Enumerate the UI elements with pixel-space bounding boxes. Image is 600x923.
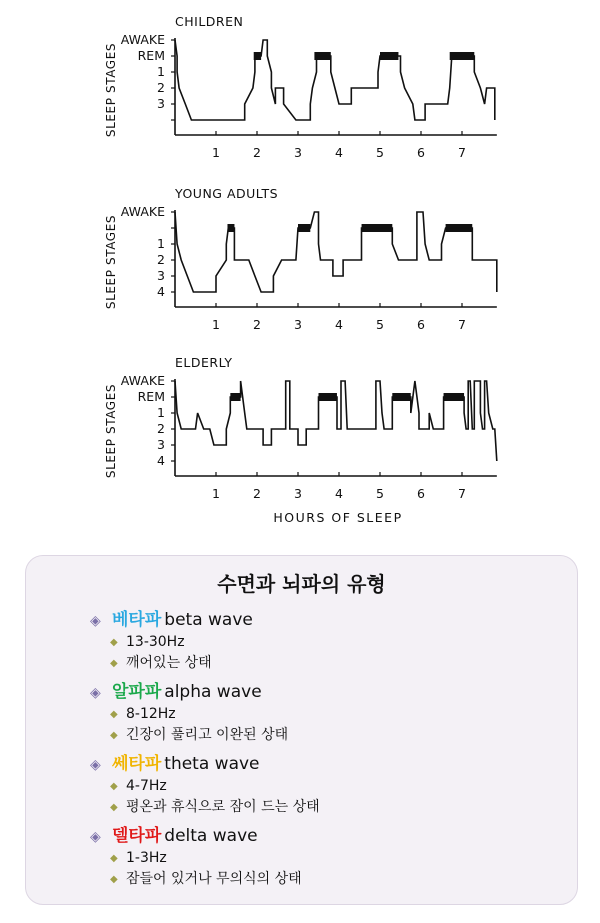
sleep-stage-trace xyxy=(175,40,495,120)
x-tick-label: 4 xyxy=(335,486,343,501)
x-tick-label: 6 xyxy=(417,145,425,160)
wave-name-en: delta wave xyxy=(164,826,258,846)
x-tick-label: 1 xyxy=(212,145,220,160)
wave-beta xyxy=(90,608,550,674)
y-tick-label: 3 xyxy=(157,437,165,452)
wave-name-en: theta wave xyxy=(164,754,260,774)
y-tick-label: 1 xyxy=(157,236,165,251)
x-tick-label: 3 xyxy=(294,486,302,501)
y-tick-label: 4 xyxy=(157,284,165,299)
diamond-bullet-icon: ◈ xyxy=(90,685,101,701)
y-tick-label: 3 xyxy=(157,96,165,111)
x-tick-label: 5 xyxy=(376,317,384,332)
y-tick-label: 4 xyxy=(157,453,165,468)
small-diamond-icon: ◆ xyxy=(110,709,118,720)
x-tick-label: 3 xyxy=(294,317,302,332)
x-tick-label: 5 xyxy=(376,145,384,160)
x-tick-label: 7 xyxy=(458,145,466,160)
y-axis-label: SLEEP STAGES xyxy=(104,383,118,479)
x-tick-label: 1 xyxy=(212,486,220,501)
diamond-bullet-icon: ◈ xyxy=(90,829,101,845)
small-diamond-icon: ◆ xyxy=(110,730,118,741)
small-diamond-icon: ◆ xyxy=(110,658,118,669)
y-tick-label: 1 xyxy=(157,405,165,420)
wave-name-en: alpha wave xyxy=(164,682,262,702)
wave-name-ko: 델타파 xyxy=(112,826,162,846)
y-tick-label: 2 xyxy=(157,252,165,267)
wave-frequency: ◆ 13-30Hz xyxy=(90,632,550,653)
wave-delta xyxy=(90,824,550,890)
wave-list xyxy=(90,608,550,896)
chart-title: ELDERLY xyxy=(175,355,233,370)
wave-alpha xyxy=(90,680,550,746)
small-diamond-icon: ◆ xyxy=(110,853,118,864)
x-tick-label: 6 xyxy=(417,317,425,332)
wave-name-ko: 알파파 xyxy=(112,682,162,702)
x-tick-label: 1 xyxy=(212,317,220,332)
x-tick-label: 4 xyxy=(335,317,343,332)
wave-state: ◆ 평온과 휴식으로 잠이 드는 상태 xyxy=(90,797,550,818)
y-tick-label: 2 xyxy=(157,421,165,436)
y-tick-label: AWAKE xyxy=(120,373,165,388)
y-axis-label: SLEEP STAGES xyxy=(104,214,118,310)
chart-title: CHILDREN xyxy=(175,14,244,29)
diamond-bullet-icon: ◈ xyxy=(90,613,101,629)
hypnogram-panel-2 xyxy=(104,186,497,332)
wave-name-ko: 베타파 xyxy=(112,610,162,630)
brainwave-info-card xyxy=(25,555,578,905)
hypnogram-panel-1 xyxy=(104,14,497,160)
wave-state: ◆ 긴장이 풀리고 이완된 상태 xyxy=(90,725,550,746)
y-tick-label: REM xyxy=(137,389,165,404)
info-title: 수면과 뇌파의 유형 xyxy=(217,572,386,596)
x-tick-label: 7 xyxy=(458,317,466,332)
wave-state: ◆ 깨어있는 상태 xyxy=(90,653,550,674)
x-tick-label: 2 xyxy=(253,486,261,501)
wave-frequency: ◆ 4-7Hz xyxy=(90,776,550,797)
small-diamond-icon: ◆ xyxy=(110,802,118,813)
wave-frequency: ◆ 1-3Hz xyxy=(90,848,550,869)
chart-title: YOUNG ADULTS xyxy=(175,186,279,201)
x-tick-label: 3 xyxy=(294,145,302,160)
wave-state: ◆ 잠들어 있거나 무의식의 상태 xyxy=(90,869,550,890)
x-tick-label: 4 xyxy=(335,145,343,160)
y-tick-label: AWAKE xyxy=(120,32,165,47)
y-tick-label: 1 xyxy=(157,64,165,79)
x-tick-label: 2 xyxy=(253,145,261,160)
x-axis-title: HOURS OF SLEEP xyxy=(273,510,403,525)
small-diamond-icon: ◆ xyxy=(110,637,118,648)
y-tick-label: AWAKE xyxy=(120,204,165,219)
x-tick-label: 6 xyxy=(417,486,425,501)
small-diamond-icon: ◆ xyxy=(110,874,118,885)
y-tick-label: 3 xyxy=(157,268,165,283)
x-tick-label: 5 xyxy=(376,486,384,501)
y-tick-label: REM xyxy=(137,48,165,63)
diamond-bullet-icon: ◈ xyxy=(90,757,101,773)
wave-frequency: ◆ 8-12Hz xyxy=(90,704,550,725)
wave-name-ko: 쎄타파 xyxy=(112,754,162,774)
y-axis-label: SLEEP STAGES xyxy=(104,42,118,138)
wave-theta xyxy=(90,752,550,818)
wave-name-en: beta wave xyxy=(164,610,253,630)
x-tick-label: 2 xyxy=(253,317,261,332)
hypnogram-panel-3 xyxy=(104,355,497,525)
y-tick-label: 2 xyxy=(157,80,165,95)
x-tick-label: 7 xyxy=(458,486,466,501)
small-diamond-icon: ◆ xyxy=(110,781,118,792)
